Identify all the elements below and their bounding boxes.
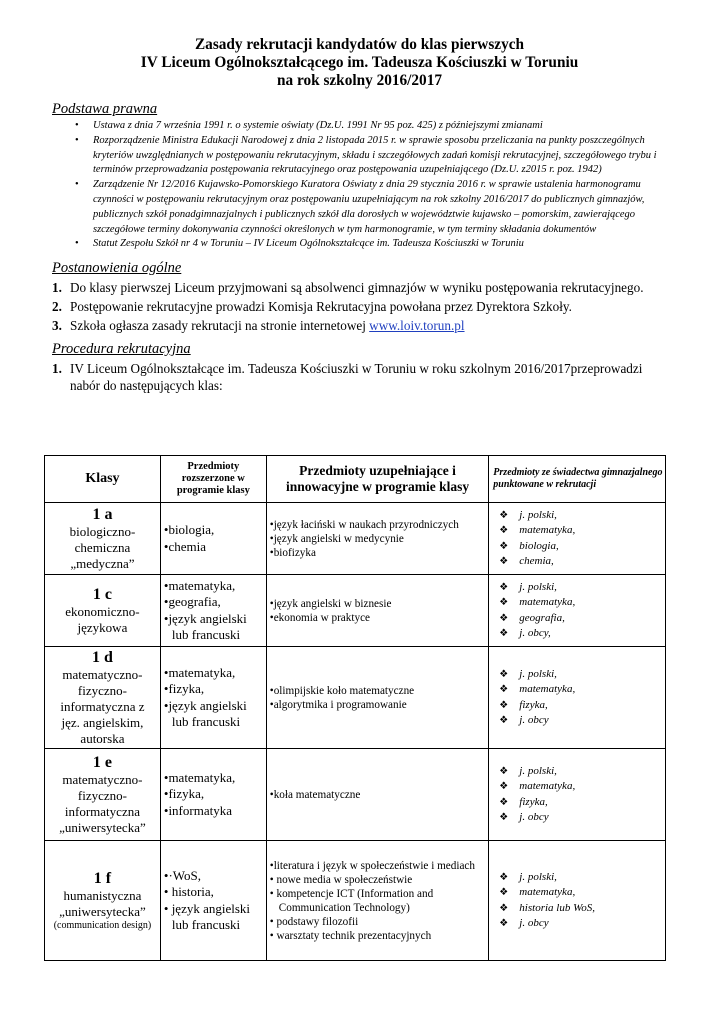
class-code: 1 d [91,648,113,666]
graded-item: ❖ j. obcy [499,916,665,932]
innovative-subjects-cell [266,749,489,841]
subject-item: •matematyka, [163,664,236,680]
class-name-line: „uniwersytecka” [59,819,146,835]
item-number: 1. [52,361,62,377]
class-cell [45,503,161,575]
subject-item: • kompetencje ICT (Information and Communication Technology) [269,887,434,914]
legal-basis-list [52,119,667,252]
class-cell [45,749,161,841]
graded-item: ❖ j. polski, [499,764,665,780]
subject-item: •język angielski w medycynie [269,532,404,545]
extended-subjects-cell [160,503,266,575]
subject-item: •język angielski lub francuski [163,610,247,642]
class-note: (communication design) [53,919,152,931]
header-rozszerzone: Przedmioty rozszerzone w programie klasy [160,456,266,503]
item-text: Szkoła ogłasza zasady rekrutacji na stronie internetowej [70,318,370,334]
header-uzupelniajace: Przedmioty uzupełniające i innowacyjne w programie klasy [266,456,489,503]
graded-item: ❖ matematyka, [499,595,665,611]
table-row [45,647,666,749]
subject-item: •matematyka, [163,769,236,785]
item-number: 1. [52,280,62,296]
subject-item: •·WoS, [163,867,201,883]
table-row [45,749,666,841]
graded-item: ❖ matematyka, [499,885,665,901]
innovative-subjects-cell [266,647,489,749]
class-name-line: chemiczna [74,539,131,555]
class-cell [45,575,161,647]
class-name-line: biologiczno- [69,523,136,539]
subject-item: •ekonomia w praktyce [269,611,370,624]
list-item: • Rozporządzenie Ministra Edukacji Narodowej z dnia 2 listopada 2015 r. w sprawie sposobu przeliczania na punkty poszczególnych kryteriów uwzględnianych w postępowaniu rekrutacyjnym, składu i szczegółowych zadań komisji rekrutacyjnej, szczegółowego trybu i terminów przeprowadzania postępowania rekrutacyjnego oraz postępowania uzupełniającego (Dz.U. z2015 r. poz. 1942) [52,134,667,178]
graded-item: ❖ j. polski, [499,870,665,886]
class-name-line: fizyczno- [77,787,127,803]
header-punktowane: Przedmioty ze świadectwa gimnazjalnego punktowane w rekrutacji [489,456,666,503]
list-item: • Ustawa z dnia 7 września 1991 r. o systemie oświaty (Dz.U. 1991 Nr 95 poz. 425) z późniejszymi zmianami [52,119,667,134]
title-line-1: Zasady rekrutacji kandydatów do klas pierwszych [194,36,525,53]
subject-item: •fizyka, [163,786,205,802]
list-item [52,279,667,296]
item-text: Do klasy pierwszej Liceum przyjmowani są absolwenci gimnazjów w wyniku postępowania rekrutacyjnego. [70,280,644,296]
class-name-line: ekonomiczno- [65,603,140,619]
graded-item: ❖ historia lub WoS, [499,901,665,917]
class-name-line: fizyczno- [77,682,127,698]
graded-item: ❖ j. polski, [499,667,665,683]
subject-item: • podstawy filozofii [269,915,359,928]
item-text: Postępowanie rekrutacyjne prowadzi Komisja Rekrutacyjna powołana przez Dyrektora Szkoły. [70,299,572,315]
header-klasy: Klasy [45,456,161,503]
graded-item: ❖ fizyka, [499,698,665,714]
item-number: 3. [52,318,62,334]
graded-subjects-cell [489,749,666,841]
class-name-line: informatyczna z [60,698,145,714]
class-name-line: matematyczno- [62,666,143,682]
list-item: • Statut Zespołu Szkół nr 4 w Toruniu – IV Liceum Ogólnokształcące im. Tadeusza Kościuszki w Toruniu [52,237,667,252]
graded-item: ❖ j. obcy [499,810,665,826]
class-name-line: jęz. angielskim, [61,714,144,730]
innovative-subjects-cell [266,575,489,647]
graded-item: ❖ matematyka, [499,682,665,698]
class-name-line: matematyczno- [62,771,143,787]
graded-item: ❖ geografia, [499,611,665,627]
extended-subjects-cell [160,841,266,961]
subject-item: •język angielski lub francuski [163,697,247,729]
title-line-2: IV Liceum Ogólnokształcącego im. Tadeusza Kościuszki w Toruniu [140,54,579,71]
graded-item: ❖ j. obcy [499,713,665,729]
list-item [52,317,667,334]
graded-item: ❖ fizyka, [499,795,665,811]
graded-subjects-cell [489,575,666,647]
legal-basis-heading: Podstawa prawna [52,101,158,117]
classes-table [44,455,666,961]
subject-item: •biologia, [163,522,215,537]
school-website-link[interactable]: www.loiv.torun.pl [369,318,465,334]
class-code: 1 e [92,753,112,771]
class-code: 1 f [93,869,112,887]
subject-item: • warsztaty technik prezentacyjnych [269,929,432,942]
table-row [45,575,666,647]
innovative-subjects-cell [266,503,489,575]
class-cell [45,841,161,961]
subject-item: •literatura i język w społeczeństwie i mediach [269,859,475,872]
subject-item: •biofizyka [269,546,316,559]
class-name-line: autorska [80,730,125,746]
document-page [52,36,667,394]
subject-item: •geografia, [163,594,221,609]
class-code: 1 a [92,505,113,523]
subject-item: •fizyka, [163,681,205,696]
subject-item: •język angielski w biznesie [269,597,392,610]
graded-item: ❖ j. obcy, [499,626,665,642]
extended-subjects-cell [160,575,266,647]
class-name-line: „medyczna” [70,555,135,571]
subject-item: •informatyka [163,802,232,818]
list-item: • Zarządzenie Nr 12/2016 Kujawsko-Pomorskiego Kuratora Oświaty z dnia 29 stycznia 2016 r. w sprawie ustalenia harmonogramu czynności w postępowaniu rekrutacyjnym oraz postępowaniu uzupełniającym na rok szkolny 2016/2017 do publicznych gimnazjów, publicznych szkół ponadgimnazjalnych i publicznych szkół dla dorosłych w województwie kujawsko – pomorskim, zawierającego szczegółowe terminy dokonywania czynności określonych w tym harmonogramie, w tym terminy składania dokumentów [52,178,667,237]
item-text: IV Liceum Ogólnokształcące im. Tadeusza Kościuszki w Toruniu w roku szkolnym 2016/2017przeprowadzi nabór do następujących klas: [70,361,643,394]
extended-subjects-cell [160,749,266,841]
list-item [52,298,667,315]
general-list [52,279,667,334]
subject-item: •koła matematyczne [269,788,361,801]
class-name-line: humanistyczna [63,887,142,903]
class-code: 1 c [92,585,112,603]
list-item [52,360,667,394]
graded-item: ❖ chemia, [499,554,665,570]
graded-subjects-cell [489,503,666,575]
class-name-line: „uniwersytecka” [59,903,146,919]
graded-subjects-cell [489,841,666,961]
graded-item: ❖ j. polski, [499,508,665,524]
class-name-line: językowa [77,619,128,635]
subject-item: •matematyka, [163,577,236,593]
general-heading: Postanowienia ogólne [52,260,182,277]
graded-item: ❖ matematyka, [499,523,665,539]
class-cell [45,647,161,749]
graded-item: ❖ biologia, [499,539,665,555]
innovative-subjects-cell [266,841,489,961]
title-line-3: na rok szkolny 2016/2017 [276,72,443,89]
graded-subjects-cell [489,647,666,749]
item-number: 2. [52,299,62,315]
procedure-list [52,360,667,394]
graded-item: ❖ j. polski, [499,580,665,596]
subject-item: •język łaciński w naukach przyrodniczych [269,518,459,531]
subject-item: •algorytmika i programowanie [269,698,407,711]
class-name-line: informatyczna [64,803,140,819]
subject-item: • język angielski lub francuski [163,900,251,932]
subject-item: •olimpijskie koło matematyczne [269,684,415,697]
procedure-heading: Procedura rekrutacyjna [52,341,191,358]
table-row [45,503,666,575]
subject-item: • nowe media w społeczeństwie [269,873,413,886]
graded-item: ❖ matematyka, [499,779,665,795]
extended-subjects-cell [160,647,266,749]
subject-item: •chemia [163,538,206,554]
table-header-row [45,456,666,503]
table-row [45,841,666,961]
subject-item: • historia, [163,884,214,899]
